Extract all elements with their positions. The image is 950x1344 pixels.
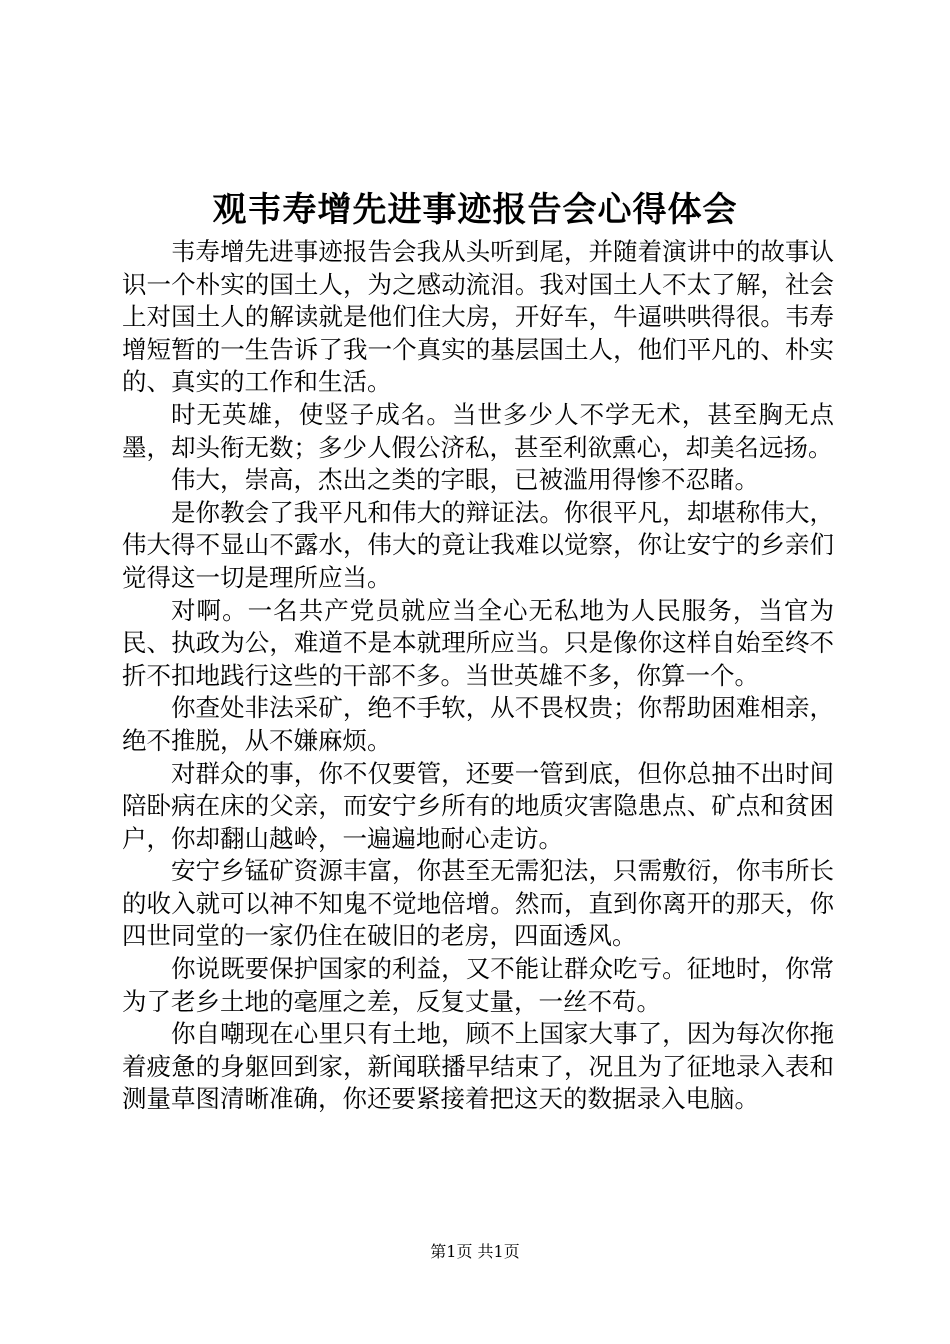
page-footer: 第1页 共1页	[430, 1242, 520, 1261]
document-title: 观韦寿增先进事迹报告会心得体会	[212, 190, 738, 230]
paragraph: 是你教会了我平凡和伟大的辩证法。你很平凡，却堪称伟大，伟大得不显山不露水，伟大的竟让我难以觉察，你让安宁的乡亲们觉得这一切是理所应当。	[122, 497, 834, 592]
document-body	[122, 236, 834, 1116]
paragraph: 你查处非法采矿，绝不手软，从不畏权贵；你帮助困难相亲，绝不推脱，从不嫌麻烦。	[122, 693, 834, 755]
paragraph: 伟大，崇高，杰出之类的字眼，已被滥用得惨不忍睹。	[171, 465, 759, 495]
paragraph: 时无英雄，使竖子成名。当世多少人不学无术，甚至胸无点墨，却头衔无数；多少人假公济私，甚至利欲熏心，却美名远扬。	[122, 399, 834, 462]
paragraph: 你自嘲现在心里只有土地，顾不上国家大事了，因为每次你拖着疲惫的身躯回到家，新闻联播早结束了，况且为了征地录入表和测量草图清晰准确，你还要紧接着把这天的数据录入电脑。	[122, 1019, 834, 1114]
paragraph: 安宁乡锰矿资源丰富，你甚至无需犯法，只需敷衍，你韦所长的收入就可以神不知鬼不觉地倍增。然而，直到你离开的那天，你四世同堂的一家仍住在破旧的老房，四面透风。	[122, 856, 834, 951]
paragraph: 对啊。一名共产党员就应当全心无私地为人民服务，当官为民、执政为公，难道不是本就理所应当。只是像你这样自始至终不折不扣地践行这些的干部不多。当世英雄不多，你算一个。	[122, 595, 834, 690]
paragraph: 对群众的事，你不仅要管，还要一管到底，但你总抽不出时间陪卧病在床的父亲，而安宁乡所有的地质灾害隐患点、矿点和贫困户，你却翻山越岭，一遍遍地耐心走访。	[122, 758, 834, 853]
paragraph: 韦寿增先进事迹报告会我从头听到尾，并随着演讲中的故事认识一个朴实的国土人，为之感动流泪。我对国土人不太了解，社会上对国土人的解读就是他们住大房，开好车，牛逼哄哄得很。韦寿增短暂的一生告诉了我一个真实的基层国土人，他们平凡的、朴实的、真实的工作和生活。	[122, 237, 834, 397]
paragraph: 你说既要保护国家的利益，又不能让群众吃亏。征地时，你常为了老乡土地的毫厘之差，反复丈量，一丝不苟。	[122, 954, 834, 1016]
